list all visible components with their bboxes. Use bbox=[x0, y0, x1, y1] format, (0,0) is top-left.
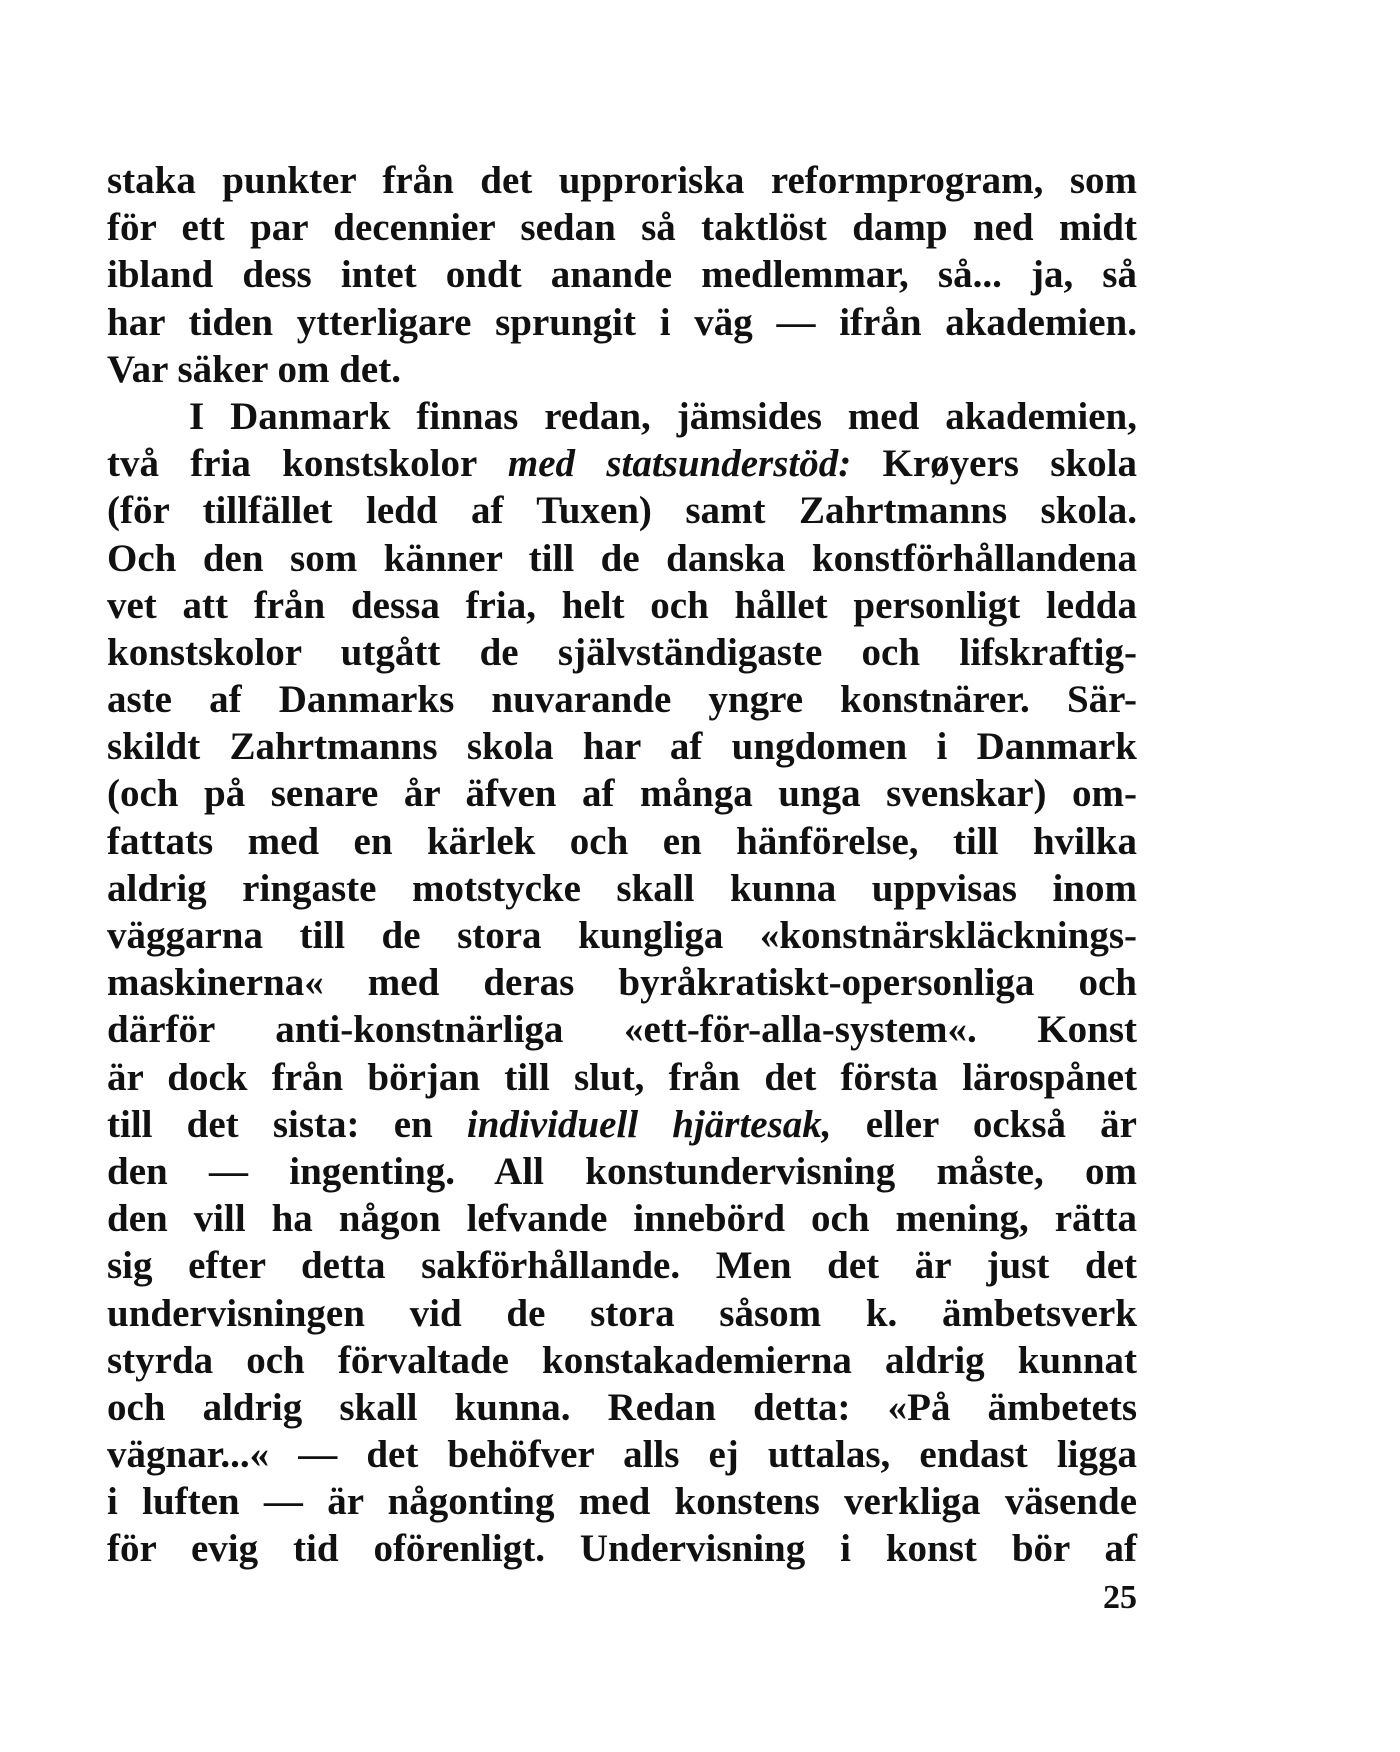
text-line: och aldrig skall kunna. Redan detta: «På ämbetets bbox=[107, 1385, 1137, 1429]
text-line: den vill ha någon lefvande innebörd och mening, rätta bbox=[107, 1197, 1137, 1241]
text-run: Krøyers skola bbox=[851, 442, 1137, 486]
emphasis-text: med statsunderstöd: bbox=[507, 442, 852, 486]
text-line bbox=[107, 1101, 1137, 1148]
page-number: 25 bbox=[1103, 1579, 1137, 1616]
text-line: väggarna till de stora kungliga «konstnärskläcknings- bbox=[107, 914, 1137, 957]
text-line: fattats med en kärlek och en hänförelse, till hvilka bbox=[107, 819, 1137, 863]
paragraph-start-line: I Danmark finnas redan, jämsides med akademien, bbox=[189, 394, 1137, 438]
text-line: sig efter detta sakförhållande. Men det är just det bbox=[107, 1244, 1137, 1288]
text-line: för evig tid oförenligt. Undervisning i konst bör af bbox=[107, 1527, 1137, 1571]
text-line: konstskolor utgått de självständigaste och lifskraftig- bbox=[107, 630, 1137, 674]
text-line bbox=[107, 440, 1137, 487]
text-line: (och på senare år äfven af många unga svenskar) om- bbox=[107, 772, 1137, 816]
text-line: i luften — är någonting med konstens verkliga väsende bbox=[107, 1480, 1137, 1524]
text-line: maskinerna« med deras byråkratiskt-opersonliga och bbox=[107, 961, 1137, 1005]
text-run: eller också är bbox=[831, 1102, 1137, 1146]
text-line: undervisningen vid de stora såsom k. ämbetsverk bbox=[107, 1291, 1137, 1335]
text-line: ibland dess intet ondt anande medlemmar, så... ja, så bbox=[107, 253, 1137, 297]
text-line: skildt Zahrtmanns skola har af ungdomen i Danmark bbox=[107, 725, 1137, 769]
text-line: är dock från början till slut, från det första lärospånet bbox=[107, 1055, 1137, 1099]
text-line: Och den som känner till de danska konstförhållandena bbox=[107, 536, 1137, 580]
text-line: vet att från dessa fria, helt och hållet personligt ledda bbox=[107, 583, 1137, 627]
text-line: för ett par decennier sedan så taktlöst damp ned midt bbox=[107, 206, 1137, 250]
text-line: (för tillfället ledd af Tuxen) samt Zahrtmanns skola. bbox=[107, 489, 1137, 533]
text-line: styrda och förvaltade konstakademierna aldrig kunnat bbox=[107, 1338, 1137, 1382]
text-line: vägnar...« — det behöfver alls ej uttalas, endast ligga bbox=[107, 1433, 1137, 1477]
emphasis-text: individuell hjärtesak, bbox=[466, 1102, 832, 1146]
text-line: staka punkter från det upproriska reformprogram, som bbox=[107, 159, 1137, 202]
paragraph-end-line: Var säker om det. bbox=[107, 347, 401, 391]
text-line: därför anti-konstnärliga «ett-för-alla-system«. Konst bbox=[107, 1008, 1137, 1052]
text-line: har tiden ytterligare sprungit i väg — ifrån akademien. bbox=[107, 300, 1137, 344]
text-line: aste af Danmarks nuvarande yngre konstnärer. Sär- bbox=[107, 678, 1137, 722]
text-line: den — ingenting. All konstundervisning måste, om bbox=[107, 1149, 1137, 1193]
text-run: två fria konstskolor bbox=[107, 442, 508, 486]
body-text bbox=[107, 157, 1137, 1573]
text-run: till det sista: en bbox=[107, 1102, 467, 1146]
text-line: aldrig ringaste motstycke skall kunna uppvisas inom bbox=[107, 866, 1137, 910]
